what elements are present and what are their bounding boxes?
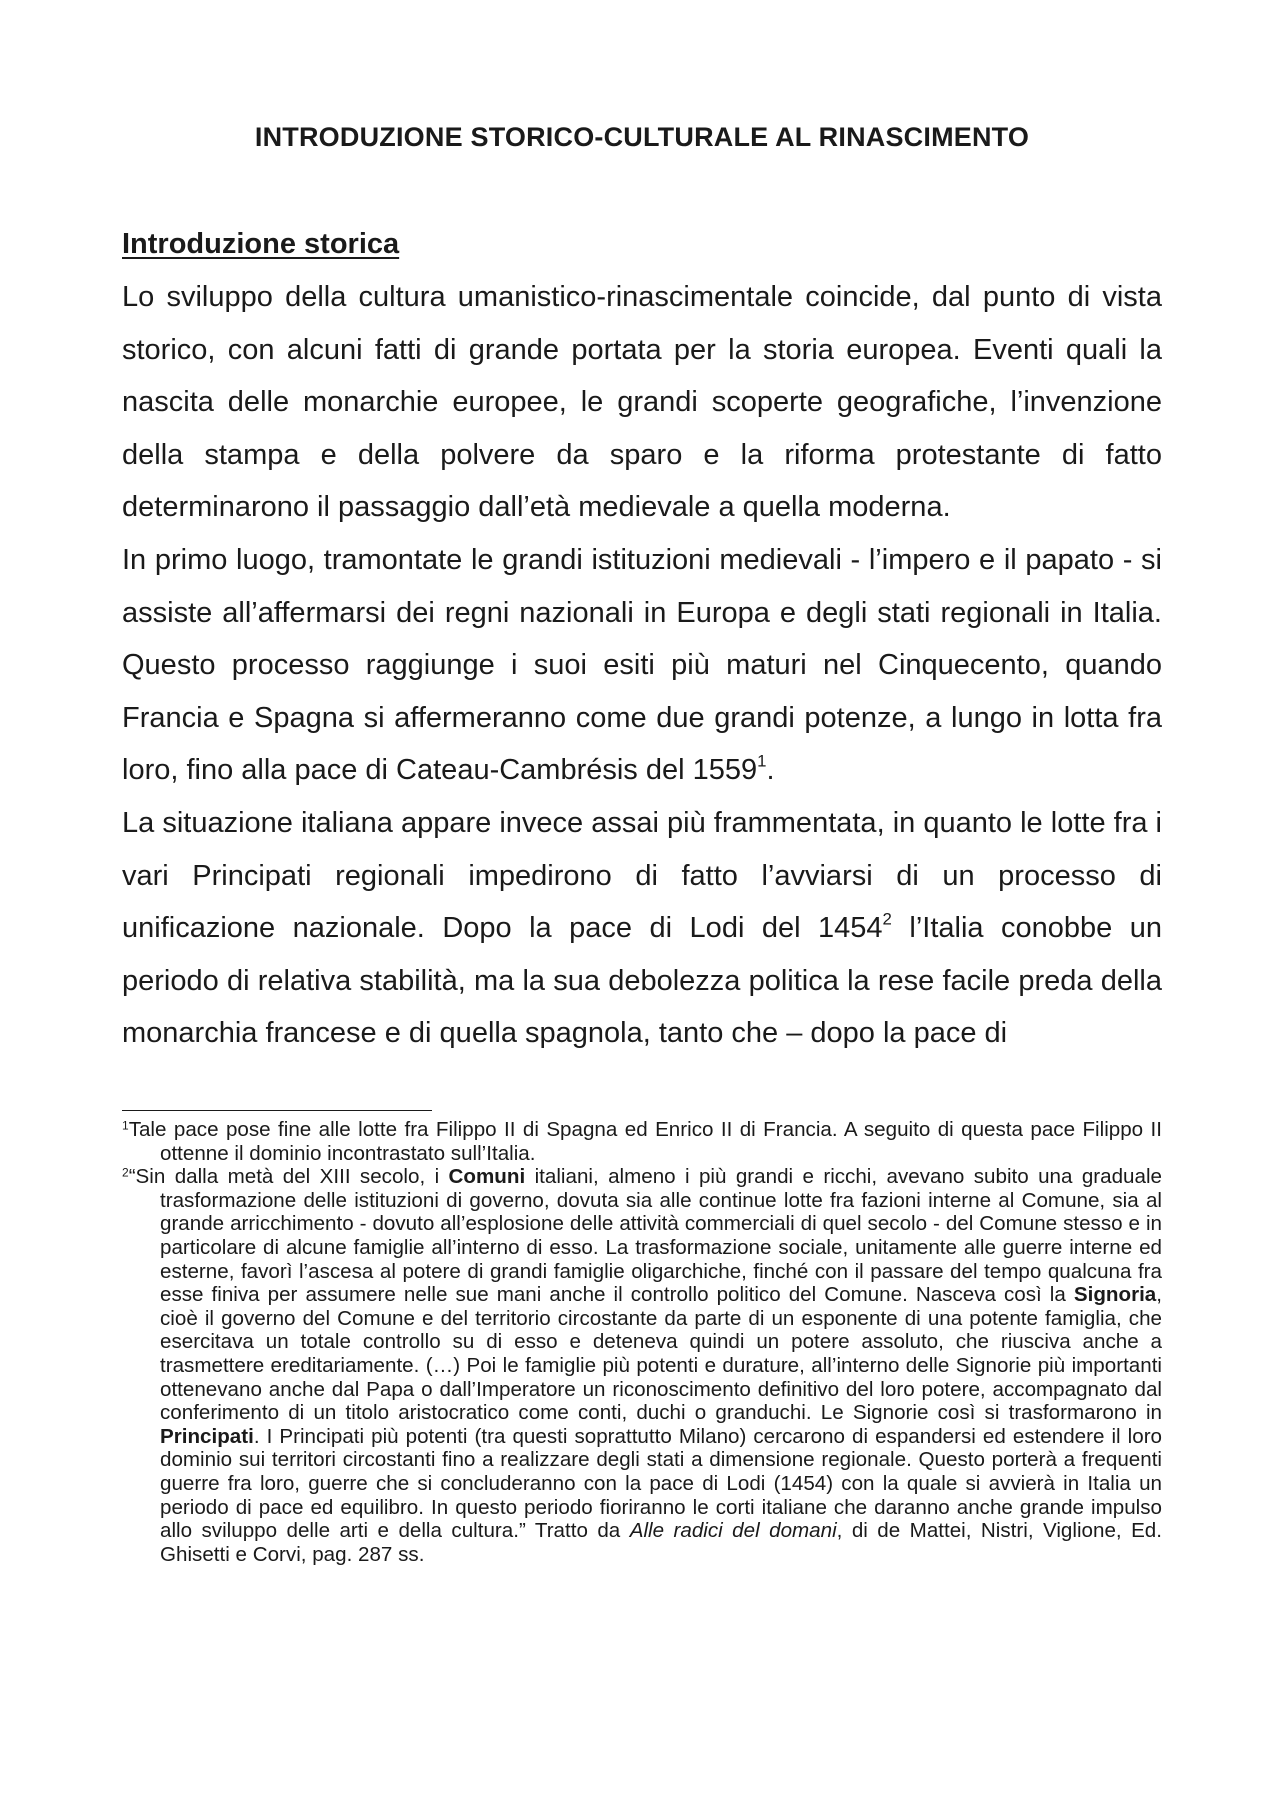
- paragraph-3-text-b: l’Italia conobbe un periodo di relativa stabilità, ma la sua debolezza politica la rese facile preda della monarchia francese e di quella spagnola, tanto che – dopo la pace di: [122, 912, 1162, 1050]
- book-title: Alle radici del domani: [629, 1519, 837, 1543]
- paragraph-1: Lo sviluppo della cultura umanistico-rinascimentale coincide, dal punto di vista storico, con alcuni fatti di grande portata per la storia europea. Eventi quali la nascita delle monarchie europee, le grandi scoperte geografiche, l’invenzione della stampa e della polvere da sparo e la riforma protestante di fatto determinarono il passaggio dall’età medievale a quella moderna.: [122, 281, 1162, 524]
- term-principati: Principati: [160, 1424, 254, 1448]
- footnotes: [122, 1118, 1162, 1566]
- paragraph-3: [122, 797, 1162, 1060]
- term-comuni: Comuni: [448, 1165, 526, 1189]
- footnote-ref-2[interactable]: 2: [882, 909, 892, 929]
- paragraph-2-end: .: [766, 754, 775, 787]
- term-signoria: Signoria: [1073, 1283, 1157, 1307]
- footnote-2-text-2: italiani, almeno i più grandi e ricchi, avevano subito una graduale trasformazione delle istituzioni di governo, dovuta sia alle continue lotte fra fazioni interne al Comune, sia al grande arricchimento - dovuto all’esplosione delle attività commerciali di quel secolo - del Comune stesso e in particolare di alcune famiglie all’interno di esso. La trasformazione sociale, unitamente alle guerre interne ed esterne, favorì l’ascesa al potere di grandi famiglie oligarchiche, finché con il passare del tempo qualcuna fra esse finiva per assumere nelle sue mani anche il controllo politico del Comune. Nasceva così la: [160, 1165, 1162, 1307]
- footnote-1-mark: 1: [122, 1118, 129, 1133]
- footnote-2-text-1: “Sin dalla metà del XIII secolo, i: [128, 1165, 449, 1189]
- paragraph-3-text-a: La situazione italiana appare invece assai più frammentata, in quanto le lotte fra i vari Principati regionali impedirono di fatto l’avviarsi di un processo di unificazione nazionale. Dopo la pace di Lodi del 1454: [122, 806, 1162, 945]
- footnote-2-mark: 2: [122, 1165, 129, 1180]
- body-text: [122, 271, 1162, 1060]
- footnote-ref-1[interactable]: 1: [757, 751, 767, 771]
- footnote-2-text-5: , di de Mattei, Nistri, Viglione, Ed. Ghisetti e Corvi, pag. 287 ss.: [160, 1519, 1162, 1566]
- paragraph-2: [122, 534, 1162, 797]
- footnote-divider: [122, 1110, 432, 1111]
- footnote-2: [122, 1165, 1162, 1566]
- footnote-2-text-3: , cioè il governo del Comune e del territorio circostante da parte di un esponente di una potente famiglia, che esercitava un totale controllo su di esso e deteneva quindi un potere assoluto, che riusciva anche a trasmettere ereditariamente. (…) Poi le famiglie più potenti e durature, all’interno delle Signorie più importanti ottenevano anche dal Papa o dall’Imperatore un riconoscimento definitivo del loro potere, accompagnato dal conferimento di un titolo aristocratico come conti, duchi o granduchi. Le Signorie così si trasformarono in: [160, 1283, 1162, 1425]
- paragraph-2-text: In primo luogo, tramontate le grandi istituzioni medievali - l’impero e il papato - si assiste all’affermarsi dei regni nazionali in Europa e degli stati regionali in Italia. Questo processo raggiunge i suoi esiti più maturi nel Cinquecento, quando Francia e Spagna si affermeranno come due grandi potenze, a lungo in lotta fra loro, fino alla pace di Cateau-Cambrésis del 1559: [122, 543, 1162, 787]
- footnote-1-text: Tale pace pose fine alle lotte fra Filippo II di Spagna ed Enrico II di Francia. A seguito di questa pace Filippo II ottenne il dominio incontrastato sull’Italia.: [128, 1118, 1162, 1165]
- footnote-2-text-4: . I Principati più potenti (tra questi soprattutto Milano) cercarono di espandersi ed estendere il loro dominio sui territori circostanti fino a realizzare degli stati a dimensione regionale. Questo porterà a frequenti guerre fra loro, guerre che si concluderanno con la pace di Lodi (1454) con la quale si avvierà in Italia un periodo di pace ed equilibro. In questo periodo fioriranno le corti italiane che daranno anche grande impulso allo sviluppo delle arti e della cultura.” Tratto da: [160, 1424, 1162, 1543]
- document-title: INTRODUZIONE STORICO-CULTURALE AL RINASCIMENTO: [254, 122, 1030, 152]
- section-heading: Introduzione storica: [122, 228, 400, 260]
- footnote-1: [122, 1118, 1162, 1165]
